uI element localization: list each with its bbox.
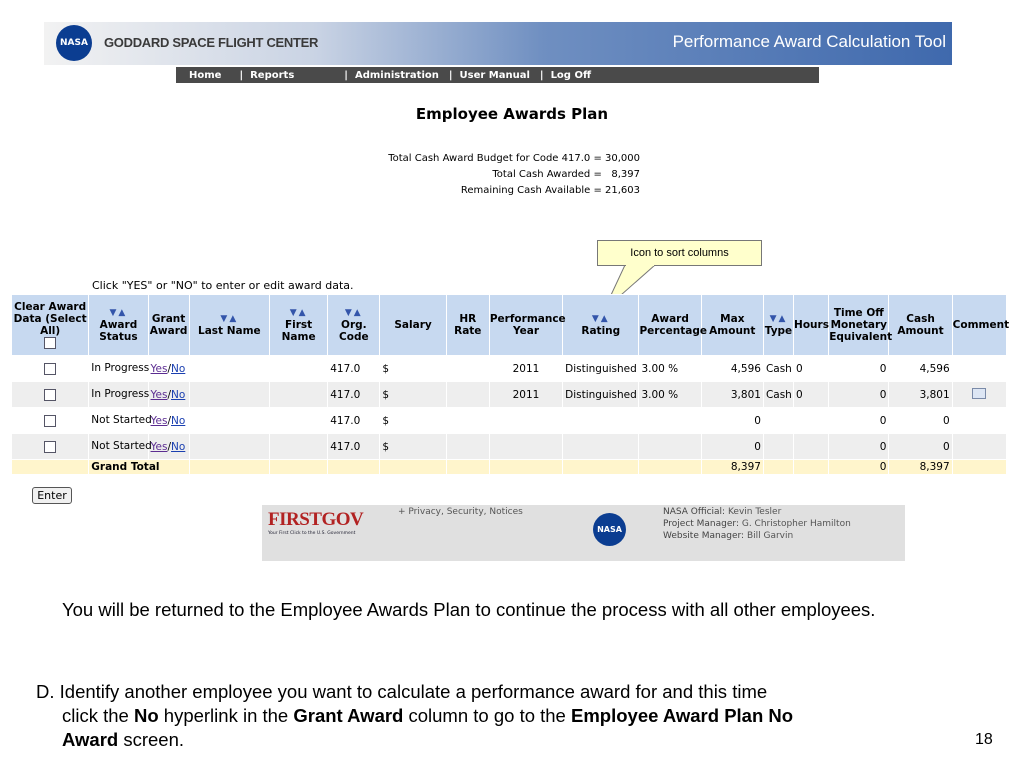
grant-award-cell: [148, 382, 189, 408]
hr-rate: [446, 434, 489, 460]
website-manager: [663, 531, 793, 541]
comment-icon[interactable]: [972, 388, 986, 399]
rating: [563, 408, 639, 434]
table-header-row: [12, 295, 1007, 356]
column-label: Award Percentage: [639, 313, 707, 337]
hr-rate: [446, 382, 489, 408]
time-off: 0: [829, 434, 889, 460]
yes-link[interactable]: Yes: [150, 388, 168, 401]
hours: 0: [794, 382, 829, 408]
total-empty-cell: [380, 460, 446, 475]
sort-icon[interactable]: ▼▲: [344, 308, 363, 318]
grand-total-label: Grand Total: [89, 460, 189, 475]
total-empty-cell: [270, 460, 328, 475]
column-label: Type: [764, 325, 793, 337]
select-all-checkbox[interactable]: [44, 337, 56, 349]
center-name: GODDARD SPACE FLIGHT CENTER: [104, 35, 319, 50]
tool-title: Performance Award Calculation Tool: [672, 32, 946, 51]
time-off: 0: [829, 382, 889, 408]
column-label: HR Rate: [454, 313, 482, 337]
column-salary: [380, 295, 446, 356]
award-percentage: 3.00 %: [639, 356, 701, 382]
step-text-continued: [36, 728, 976, 752]
award-type: [763, 434, 793, 460]
link-separator: /: [167, 362, 172, 375]
award-type: Cash: [763, 356, 793, 382]
grant-award-cell: [148, 434, 189, 460]
sort-icon[interactable]: ▼▲: [109, 308, 128, 318]
total-empty-cell: [446, 460, 489, 475]
column-time-off: [829, 295, 893, 356]
cash-amount: 0: [889, 408, 952, 434]
nav-reports[interactable]: Reports: [250, 69, 295, 81]
column-label: Salary: [394, 319, 432, 331]
table-row: [12, 356, 1007, 382]
column-label: Cash Amount: [897, 313, 944, 337]
hours: 0: [794, 356, 829, 382]
nasa-logo: NASA: [56, 25, 92, 61]
column-hr-rate: [446, 295, 489, 356]
salary: $: [380, 408, 446, 434]
yes-link[interactable]: Yes: [150, 362, 168, 375]
total-time-off: 0: [829, 460, 889, 475]
column-first-name: [270, 295, 328, 356]
column-award-status: [89, 295, 148, 356]
column-label: Max Amount: [709, 313, 756, 337]
firstgov-tagline: Your First Click to the U.S. Government: [268, 531, 356, 536]
last-name: [189, 356, 269, 382]
contact-name: Kevin Tesler: [727, 507, 782, 517]
column-label: Org. Code: [339, 319, 369, 343]
total-empty-cell: [794, 460, 829, 475]
column-label: Grant Award: [149, 313, 188, 337]
project-manager: [663, 519, 851, 529]
award-status: Not Started: [89, 434, 148, 460]
last-name: [189, 434, 269, 460]
first-name: [270, 356, 328, 382]
total-cash-amount: 8,397: [889, 460, 952, 475]
nav-separator: |: [448, 69, 453, 81]
sort-icon[interactable]: ▼▲: [769, 314, 788, 324]
max-amount: 4,596: [701, 356, 763, 382]
max-amount: 0: [701, 408, 763, 434]
nav-user-manual[interactable]: User Manual: [459, 69, 530, 81]
total-empty-cell: [563, 460, 639, 475]
column-cash-amount: [889, 295, 952, 356]
org-code: 417.0: [328, 408, 380, 434]
table-row: [12, 408, 1007, 434]
total-empty-cell: [328, 460, 380, 475]
instruction-text: Click "YES" or "NO" to enter or edit award data.: [92, 279, 354, 292]
link-separator: /: [167, 440, 172, 453]
first-name: [270, 382, 328, 408]
clear-checkbox-cell: [12, 356, 89, 382]
column-label: Time Off Monetary Equivalent: [829, 307, 893, 343]
salary: $: [380, 356, 446, 382]
max-amount: 3,801: [701, 382, 763, 408]
last-name: [189, 408, 269, 434]
award-type: [763, 408, 793, 434]
contact-label: Website Manager:: [663, 531, 745, 541]
grand-total-row: [12, 460, 1007, 475]
table-row: [12, 434, 1007, 460]
cash-amount: 3,801: [889, 382, 952, 408]
budget-total: Total Cash Award Budget for Code 417.0 = 30,000: [388, 153, 640, 164]
nav-separator: |: [239, 69, 244, 81]
cash-amount: 0: [889, 434, 952, 460]
sort-icon[interactable]: ▼▲: [591, 314, 610, 324]
text-run: screen.: [118, 729, 185, 750]
comment-cell: [952, 408, 1006, 434]
hr-rate: [446, 356, 489, 382]
clear-checkbox[interactable]: [44, 441, 56, 453]
award-percentage: [639, 408, 701, 434]
clear-checkbox[interactable]: [44, 363, 56, 375]
footer-nasa-logo: NASA: [593, 513, 626, 546]
table-row: [12, 382, 1007, 408]
column-max-amount: [701, 295, 763, 356]
no-link[interactable]: No: [171, 362, 186, 375]
clear-checkbox-cell: [12, 434, 89, 460]
budget-awarded: Total Cash Awarded = 8,397: [492, 169, 640, 180]
nav-separator: |: [344, 69, 348, 81]
grant-award-cell: [148, 408, 189, 434]
no-link[interactable]: No: [171, 414, 186, 427]
time-off: 0: [829, 408, 889, 434]
time-off: 0: [829, 356, 889, 382]
org-code: 417.0: [328, 382, 380, 408]
clear-checkbox[interactable]: [44, 415, 56, 427]
salary: $: [380, 434, 446, 460]
column-type: [763, 295, 793, 356]
performance-year: [489, 434, 562, 460]
link-separator: /: [167, 388, 172, 401]
total-empty-cell: [489, 460, 562, 475]
award-percentage: 3.00 %: [639, 382, 701, 408]
clear-checkbox-cell: [12, 408, 89, 434]
enter-button[interactable]: Enter: [32, 487, 72, 504]
total-empty-cell: [952, 460, 1006, 475]
rating: [563, 434, 639, 460]
comment-cell: [952, 356, 1006, 382]
comment-cell: [952, 434, 1006, 460]
grant-award-cell: [148, 356, 189, 382]
hours: [794, 408, 829, 434]
org-code: 417.0: [328, 356, 380, 382]
privacy-link[interactable]: + Privacy, Security, Notices: [398, 507, 523, 517]
text-bold-run: Grant Award: [293, 705, 404, 726]
firstgov-logo[interactable]: [268, 509, 368, 536]
comment-cell: [952, 382, 1006, 408]
page-number: 18: [975, 731, 993, 748]
award-status: Not Started: [89, 408, 148, 434]
award-status: In Progress: [89, 382, 148, 408]
no-link[interactable]: No: [171, 388, 186, 401]
nasa-official: [663, 507, 781, 517]
nav-log-off[interactable]: Log Off: [550, 69, 592, 81]
sort-icon[interactable]: ▼▲: [289, 308, 308, 318]
sort-icon[interactable]: ▼▲: [220, 314, 239, 324]
contact-label: NASA Official:: [663, 507, 726, 517]
org-code: 417.0: [328, 434, 380, 460]
award-percentage: [639, 434, 701, 460]
first-name: [270, 408, 328, 434]
sort-callout: Icon to sort columns: [597, 240, 762, 266]
column-label: Clear Award Data (Select All): [13, 301, 87, 337]
column-award-percentage: [639, 295, 707, 356]
rating: Distinguished: [563, 356, 639, 382]
total-empty-cell: [12, 460, 89, 475]
text-bold-run: Award: [62, 729, 119, 750]
clear-checkbox[interactable]: [44, 389, 56, 401]
site-footer: [262, 505, 905, 561]
link-separator: /: [167, 414, 172, 427]
column-org-code: [328, 295, 380, 356]
column-hours: [794, 295, 829, 356]
column-rating: [563, 295, 639, 356]
clear-checkbox-cell: [12, 382, 89, 408]
yes-link[interactable]: Yes: [150, 440, 168, 453]
hours: [794, 434, 829, 460]
text-run: hyperlink in the: [158, 705, 294, 726]
awards-table: [11, 294, 1010, 475]
cash-amount: 4,596: [889, 356, 952, 382]
total-empty-cell: [189, 460, 269, 475]
no-link[interactable]: No: [171, 440, 186, 453]
column-label: First Name: [281, 319, 316, 343]
nav-administration[interactable]: Administration: [354, 69, 439, 81]
last-name: [189, 382, 269, 408]
firstgov-logo-text: FIRSTGOV: [268, 509, 364, 530]
budget-remaining: Remaining Cash Available = 21,603: [460, 185, 640, 196]
contact-label: Project Manager:: [663, 519, 739, 529]
column-performance-year: [489, 295, 566, 356]
max-amount: 0: [701, 434, 763, 460]
performance-year: 2011: [489, 382, 562, 408]
total-empty-cell: [639, 460, 701, 475]
rating: Distinguished: [563, 382, 639, 408]
step-text-continued: [36, 704, 976, 728]
performance-year: 2011: [489, 356, 562, 382]
page-title: Employee Awards Plan: [415, 105, 609, 123]
nav-separator: |: [539, 69, 544, 81]
step-text: D. Identify another employee you want to calculate a performance award for and this time: [36, 681, 768, 702]
column-comment: [952, 295, 1010, 356]
nav-home[interactable]: Home: [189, 69, 222, 81]
slide-paragraph-2: [36, 680, 976, 752]
column-grant-award: [148, 295, 189, 356]
total-empty-cell: [763, 460, 793, 475]
contact-name: G. Christopher Hamilton: [741, 519, 851, 529]
yes-link[interactable]: Yes: [150, 414, 168, 427]
award-type: Cash: [763, 382, 793, 408]
column-label: Performance Year: [489, 313, 566, 337]
column-label: Rating: [581, 325, 621, 337]
column-label: Award Status: [99, 319, 138, 343]
text-bold-run: No: [133, 705, 159, 726]
total-max-amount: 8,397: [701, 460, 763, 475]
column-label: Comment: [952, 319, 1010, 331]
performance-year: [489, 408, 562, 434]
column-label: Hours: [794, 319, 829, 331]
column-clear-award: [12, 295, 89, 356]
first-name: [270, 434, 328, 460]
slide-paragraph-1: You will be returned to the Employee Awards Plan to continue the process with all other employees.: [62, 599, 876, 620]
award-status: In Progress: [89, 356, 148, 382]
column-last-name: [189, 295, 269, 356]
text-run: click the: [62, 705, 134, 726]
hr-rate: [446, 408, 489, 434]
column-label: Last Name: [198, 325, 261, 337]
text-run: column to go to the: [403, 705, 571, 726]
text-bold-run: Employee Award Plan No: [571, 705, 794, 726]
salary: $: [380, 382, 446, 408]
contact-name: Bill Garvin: [746, 531, 794, 541]
